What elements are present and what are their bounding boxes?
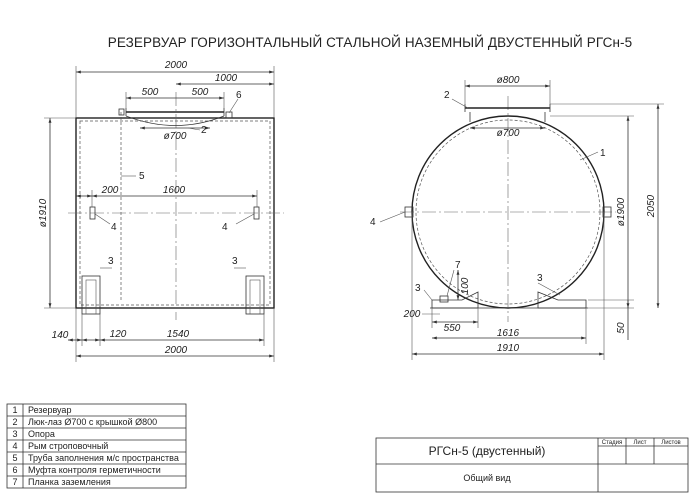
parts-row-1-name: Резервуар <box>28 405 72 415</box>
dim-side-2050: 2050 <box>646 194 657 218</box>
callout-side-7: 7 <box>455 260 461 271</box>
title-block-col-sheets: Листов <box>661 440 681 446</box>
callout-front-6: 6 <box>236 90 242 101</box>
callout-side-1: 1 <box>600 148 606 159</box>
callout-side-2: 2 <box>444 90 450 101</box>
parts-row-3-name: Опора <box>28 429 55 439</box>
dim-front-d1910: ø1910 <box>38 198 49 228</box>
parts-row-6-num: 6 <box>12 465 18 475</box>
parts-row-7-num: 7 <box>12 477 18 487</box>
callout-front-2: 2 <box>201 125 207 136</box>
dim-front-200: 200 <box>101 185 119 196</box>
parts-row-4-num: 4 <box>12 441 18 451</box>
callout-front-4-left: 4 <box>111 222 117 233</box>
dim-front-500-left: 500 <box>141 87 159 98</box>
side-grounding-plate <box>440 296 448 302</box>
parts-row-5-num: 5 <box>12 453 18 463</box>
title-block-view: Общий вид <box>463 473 511 483</box>
callout-front-3-right: 3 <box>232 256 238 267</box>
dim-front-1600: 1600 <box>162 185 186 196</box>
callout-side-3-left: 3 <box>415 283 421 294</box>
drawing-title: РЕЗЕРВУАР ГОРИЗОНТАЛЬНЫЙ СТАЛЬНОЙ НАЗЕМНЫЙ ДВУСТЕННЫЙ РГСн-5 <box>107 35 633 50</box>
dim-side-d1900: ø1900 <box>616 197 627 227</box>
parts-row-1-num: 1 <box>12 405 18 415</box>
dim-front-500-right: 500 <box>191 87 209 98</box>
dim-side-50: 50 <box>616 322 627 334</box>
front-view <box>38 60 284 362</box>
callout-front-5: 5 <box>139 171 145 182</box>
dim-front-1540: 1540 <box>166 329 190 340</box>
dim-side-550: 550 <box>443 323 461 334</box>
title-block-col-stage: Стадия <box>601 440 623 446</box>
title-block <box>376 438 688 492</box>
dim-side-1910: 1910 <box>496 343 520 354</box>
dim-side-200: 200 <box>403 309 421 320</box>
dim-front-2000-bottom: 2000 <box>164 345 188 356</box>
side-view <box>370 75 664 360</box>
parts-row-3-num: 3 <box>12 429 18 439</box>
dim-side-100: 100 <box>460 277 471 295</box>
parts-row-2-num: 2 <box>12 417 18 427</box>
title-block-name: РГСн-5 (двустенный) <box>428 444 546 458</box>
dim-front-140: 140 <box>51 330 69 341</box>
callout-front-4-right: 4 <box>222 222 228 233</box>
dim-front-120: 120 <box>109 329 127 340</box>
callout-side-4: 4 <box>370 217 376 228</box>
parts-row-2-name: Люк-лаз Ø700 с крышкой Ø800 <box>28 417 158 427</box>
parts-list <box>7 404 186 488</box>
parts-row-5-name: Труба заполнения м/с пространства <box>28 453 179 463</box>
dim-front-2000-top: 2000 <box>164 60 188 71</box>
dim-side-d800: ø800 <box>496 75 520 86</box>
parts-row-6-name: Муфта контроля герметичности <box>28 465 161 475</box>
dim-side-1616: 1616 <box>496 328 520 339</box>
dim-side-d700: ø700 <box>496 128 520 139</box>
parts-row-4-name: Рым строповочный <box>28 441 109 451</box>
callout-side-3-right: 3 <box>537 273 543 284</box>
parts-row-7-name: Планка заземления <box>28 477 111 487</box>
callout-front-3-left: 3 <box>108 256 114 267</box>
dim-front-1000: 1000 <box>214 73 238 84</box>
title-block-col-sheet: Лист <box>633 440 647 446</box>
dim-front-d700: ø700 <box>163 131 187 142</box>
